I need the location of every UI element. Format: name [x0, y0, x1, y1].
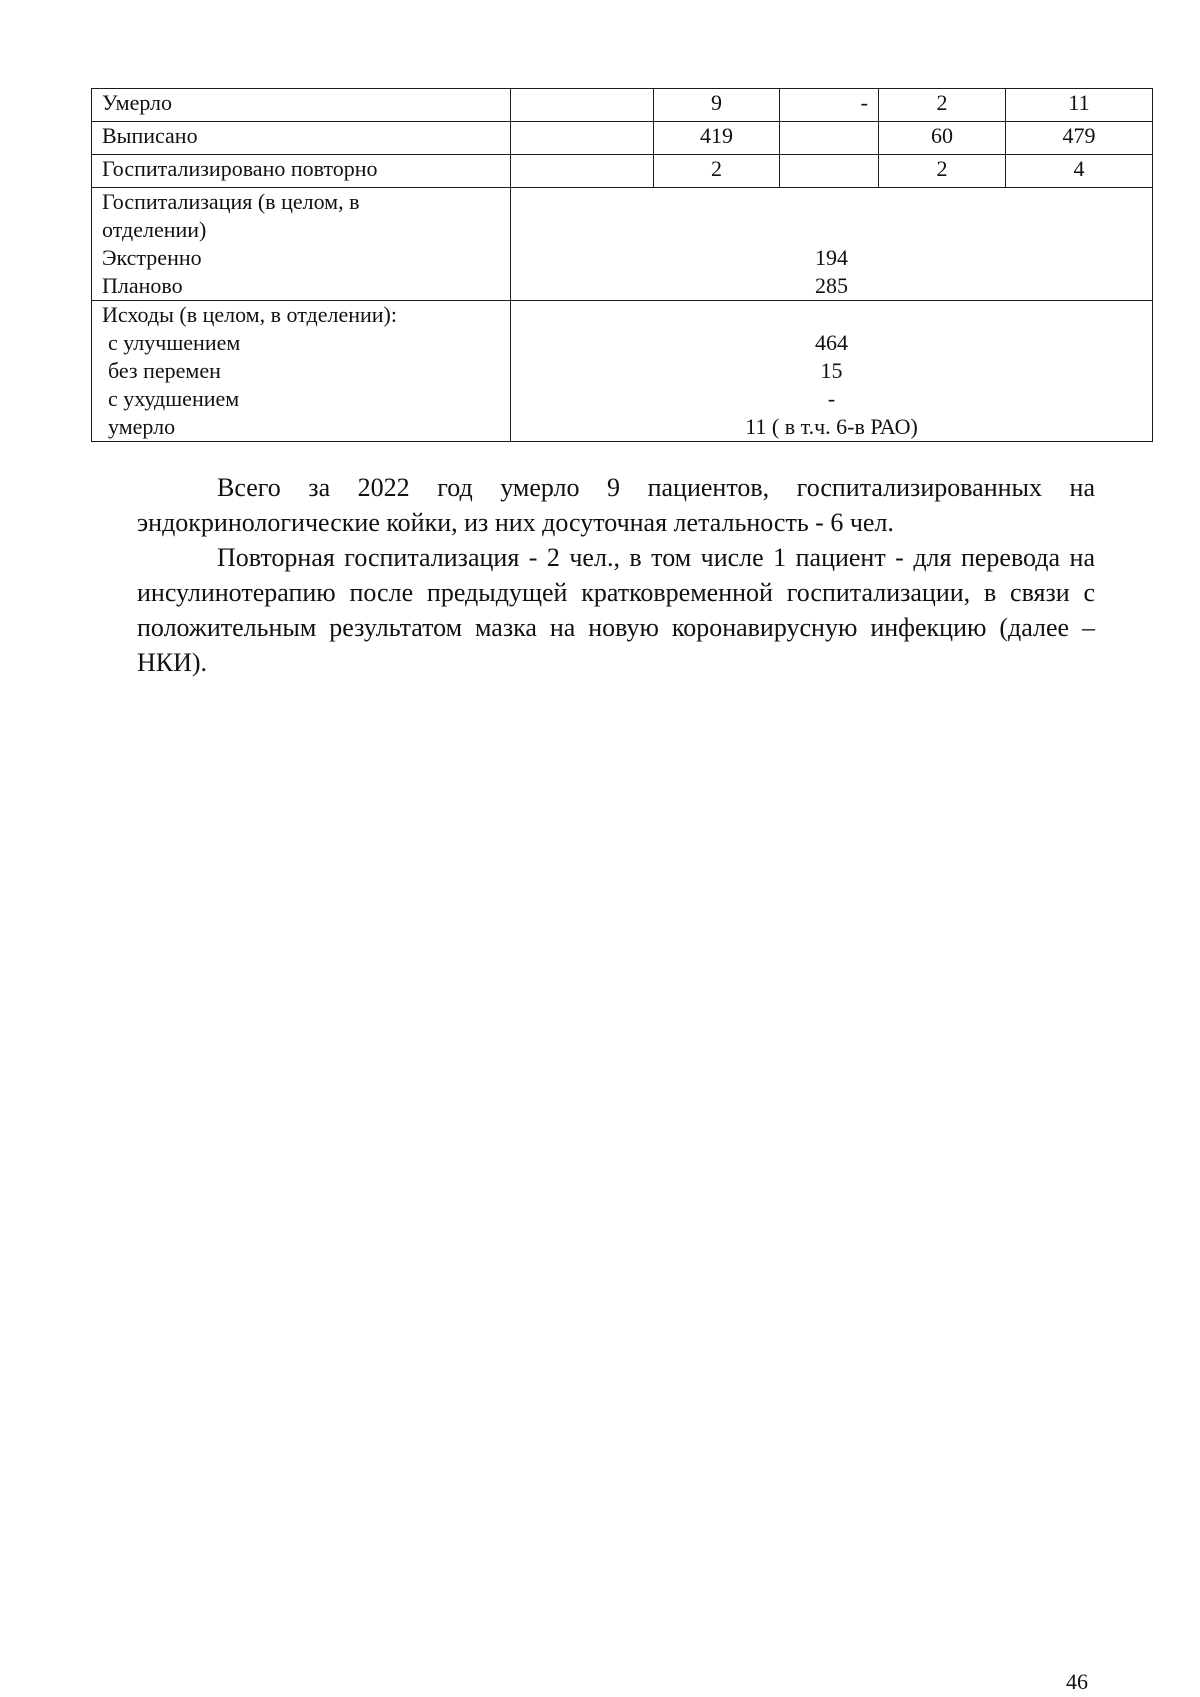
table-cell: [511, 122, 654, 155]
spacer: [521, 188, 1142, 216]
died-value: 11 ( в т.ч. 6-в РАО): [745, 414, 918, 439]
table-row-hospitalization: [92, 188, 1153, 301]
table-cell: [780, 155, 879, 188]
label-word: в: [349, 189, 360, 214]
spacer: [521, 216, 1142, 244]
table-row: [92, 155, 1153, 188]
table-cell: [511, 89, 654, 122]
unchanged-value: 15: [820, 358, 843, 383]
planned-value: 285: [815, 273, 848, 298]
table-cell: 60: [879, 122, 1006, 155]
died-label: умерло: [108, 414, 176, 439]
label-word: Госпитализация: [102, 189, 253, 214]
worsened-value: -: [827, 386, 836, 411]
outcomes-label: Исходы (в целом, в отделении):: [102, 302, 397, 327]
table-row-outcomes: [92, 301, 1153, 442]
spacer: [521, 301, 1142, 329]
outcomes-values-cell: [511, 301, 1153, 442]
table-cell: 479: [1006, 122, 1153, 155]
table-cell: 2: [879, 89, 1006, 122]
label-word: целом,: [281, 189, 344, 214]
table-cell: [780, 122, 879, 155]
table-cell: 4: [1006, 155, 1153, 188]
table-row: [92, 122, 1153, 155]
hospitalization-values-cell: [511, 188, 1153, 301]
statistics-table: [91, 88, 1153, 442]
table-cell: 2: [654, 155, 780, 188]
hospitalization-label-line2: отделении): [102, 217, 207, 242]
row-label: Госпитализировано повторно: [92, 155, 511, 188]
planned-label: Планово: [102, 273, 183, 298]
table-cell: [511, 155, 654, 188]
paragraph-rehospitalization: Повторная госпитализация - 2 чел., в том числе 1 пациент - для перевода на инсулинотерапию после предыдущей кратковременной госпитализации, в связи с положительным результатом мазка на новую коронавирусную инфекцию (далее – НКИ).: [137, 543, 1095, 677]
improved-label: с улучшением: [108, 330, 241, 355]
table-cell: 2: [879, 155, 1006, 188]
table-cell: 419: [654, 122, 780, 155]
worsened-label: с ухудшением: [108, 386, 240, 411]
hospitalization-label-cell: [92, 188, 511, 301]
emergency-label: Экстренно: [102, 245, 202, 270]
hospitalization-label: [102, 188, 500, 216]
page-number: 46: [1066, 1669, 1088, 1694]
unchanged-label: без перемен: [108, 358, 221, 383]
improved-value: 464: [815, 330, 848, 355]
table-cell: 11: [1006, 89, 1153, 122]
outcomes-label-cell: [92, 301, 511, 442]
label-word: (в: [257, 189, 276, 214]
row-label: Выписано: [92, 122, 511, 155]
emergency-value: 194: [815, 245, 848, 270]
paragraph-mortality: Всего за 2022 год умерло 9 пациентов, госпитализированных на эндокринологические койки, из них досуточная летальность - 6 чел.: [137, 473, 1095, 537]
table-cell: 9: [654, 89, 780, 122]
table-cell: -: [780, 89, 879, 122]
row-label: Умерло: [92, 89, 511, 122]
table-row: [92, 89, 1153, 122]
